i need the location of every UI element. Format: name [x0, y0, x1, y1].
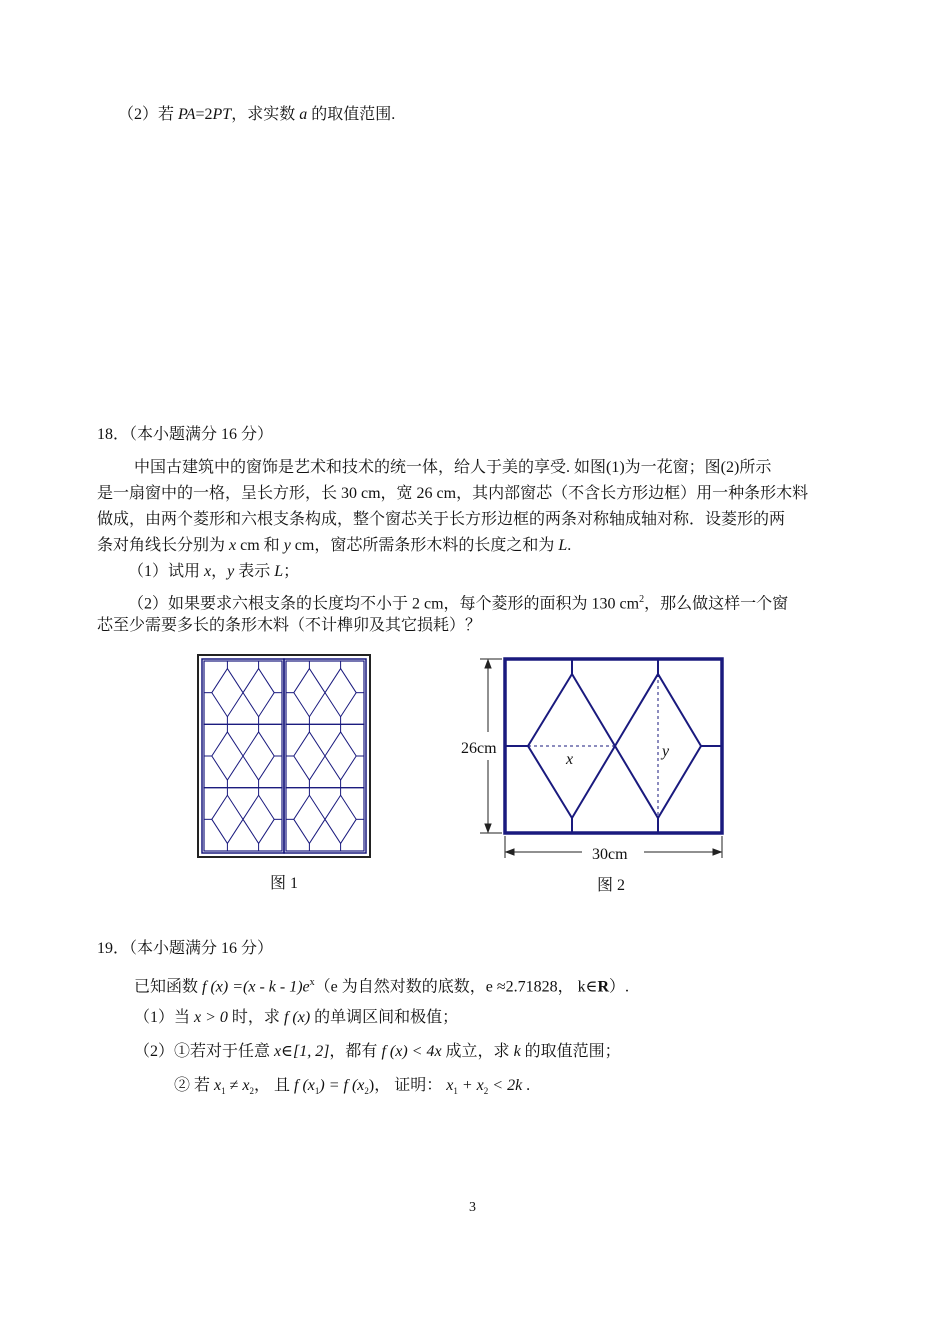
q18-para-line4: 条对角线长分别为 x cm 和 y cm，窗芯所需条形木料的长度之和为 L.	[97, 537, 572, 554]
figure-2-caption: 图 2	[597, 877, 626, 894]
q19-part2-sub2: ② 若 $x_1 \ne x_2$， 且 f $(x_1) = f$ $(x_2)$， 证明： $x_1 + x_2 < 2k$ .	[174, 1077, 531, 1097]
fig1-rhombus	[325, 732, 356, 780]
fig2-width-label: 30cm	[592, 846, 628, 863]
fig2-arrow	[713, 849, 721, 855]
q19-header: 19．（本小题满分 16 分）	[97, 940, 274, 957]
fig1-rhombus	[294, 732, 325, 780]
figure-1-flower-window	[196, 653, 372, 859]
fig1-rhombus	[294, 795, 325, 843]
q18-para-line3: 做成，由两个菱形和六根支条构成，整个窗芯关于长方形边框的两条对称轴成轴对称．设菱形的两	[97, 511, 786, 528]
q19-part1: （1）当 x > 0 时，求 f (x) 的单调区间和极值；	[134, 1009, 459, 1026]
fig2-y-label: y	[662, 743, 670, 760]
q18-part2-line1: （2）如果要求六根支条的长度均不小于 2 cm，每个菱形的面积为 130 $cm^2$，那么做这样一个窗	[128, 594, 789, 613]
q18-part2-line2: 芯至少需要多长的条形木料（不计榫卯及其它损耗）？	[97, 617, 482, 634]
fig1-rhombus	[294, 669, 325, 717]
fig1-rhombus	[212, 669, 243, 717]
fig2-arrow	[506, 849, 514, 855]
fig1-rhombus	[212, 795, 243, 843]
q18-para-line1: 中国古建筑中的窗饰是艺术和技术的统一体，给人于美的享受. 如图(1)为一花窗；图(2)所示	[134, 459, 772, 476]
fig2-arrow	[485, 824, 491, 832]
fig1-rhombus	[243, 732, 274, 780]
fig1-rhombus	[325, 669, 356, 717]
fig2-x-label: x	[566, 751, 574, 768]
page-number: 3	[469, 1200, 476, 1215]
q19-part2: （2）①若对于任意 x∈[1, 2]，都有 f (x) < 4x 成立，求 k 的取值范围；	[134, 1043, 621, 1060]
q17-part2: （2）若 PA=2PT，求实数 a 的取值范围.	[118, 106, 396, 123]
q18-part1: （1）试用 x，y 表示 L；	[128, 563, 300, 580]
q18-para-line2: 是一扇窗中的一格，呈长方形，长 30 cm，宽 26 cm，其内部窗芯（不含长方形边框）用一种条形木料	[97, 485, 809, 502]
q19-given: 已知函数 f $(x) =(x - k - 1)e^x(e$ 为自然对数的底数，e ≈2.71828， k∈R）.	[134, 977, 630, 996]
fig1-rhombus	[243, 669, 274, 717]
fig1-rhombus	[212, 732, 243, 780]
figure-2-window-cell	[458, 650, 738, 865]
q18-header: 18．（本小题满分 16 分）	[97, 426, 274, 443]
figure-1-caption: 图 1	[270, 875, 299, 892]
fig1-rhombus	[325, 795, 356, 843]
fig2-height-label: 26cm	[461, 740, 497, 757]
fig1-rhombus	[243, 795, 274, 843]
fig2-arrow	[485, 660, 491, 668]
